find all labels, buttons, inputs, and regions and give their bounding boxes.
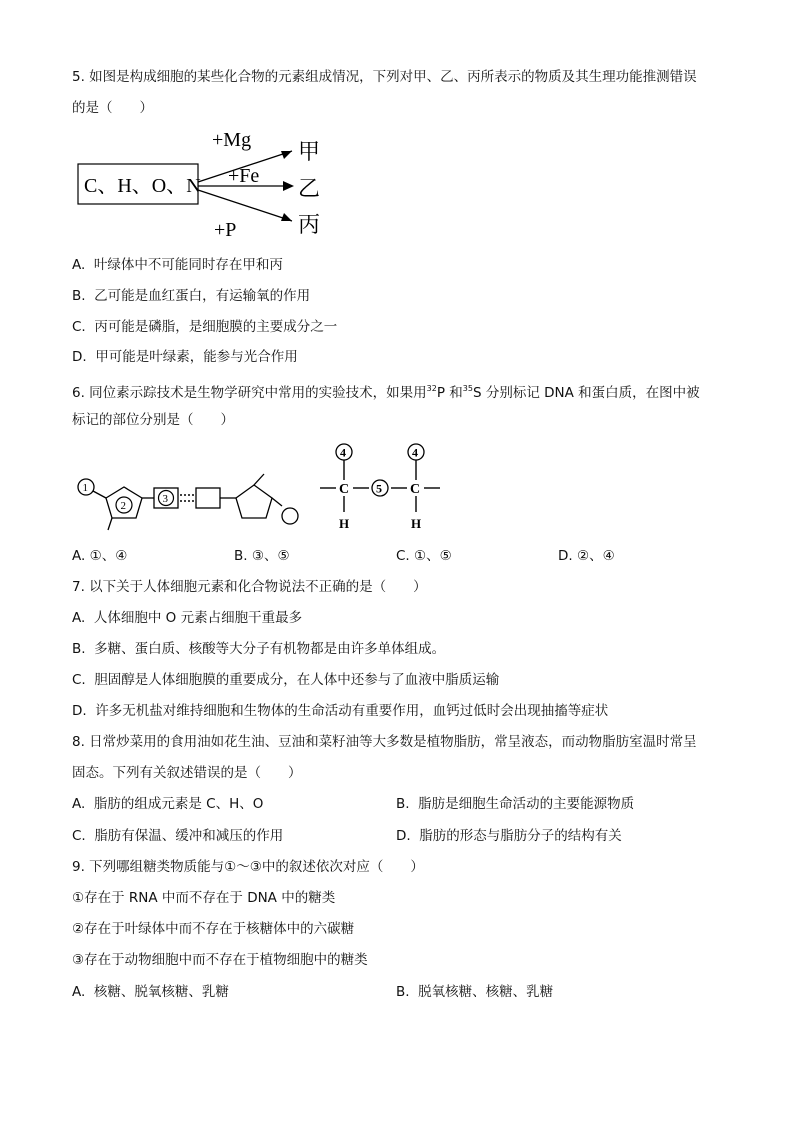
carbon-left: C: [339, 482, 350, 497]
option-letter: D.: [72, 349, 87, 365]
q9-option-a[interactable]: [72, 983, 229, 1001]
option-text: 许多无机盐对维持细胞和生物体的生命活动有重要作用，血钙过低时会出现抽搐等症状: [95, 703, 609, 719]
q6-option-b[interactable]: [234, 547, 290, 565]
option-letter: A.: [72, 610, 86, 626]
q6-stem-part-a: 6. 同位素示踪技术是生物学研究中常用的实验技术，如果用: [72, 385, 427, 401]
q9-item-2: ②存在于叶绿体中而不存在于核糖体中的六碳糖: [72, 921, 355, 937]
q5-option-b[interactable]: [72, 287, 310, 305]
option-letter: D.: [396, 828, 411, 844]
q6-option-d[interactable]: [558, 547, 615, 565]
marker-1-digit: 1: [82, 482, 88, 494]
option-text: 胆固醇是人体细胞膜的重要成分，在人体中还参与了血液中脂质运输: [94, 672, 500, 688]
q8-stem-line1: 8. 日常炒菜用的食用油如花生油、豆油和菜籽油等大多数是植物脂肪，常呈液态，而动物脂肪室温时常呈: [72, 734, 697, 750]
option-letter: B.: [72, 641, 86, 657]
pentose-sugar-complement: [236, 485, 272, 518]
option-letter: A.: [72, 796, 86, 812]
q8-option-c[interactable]: [72, 827, 283, 845]
q5-option-c[interactable]: [72, 318, 337, 336]
marker-4-right-digit: 4: [412, 445, 418, 460]
option-text: 叶绿体中不可能同时存在甲和丙: [93, 257, 283, 273]
marker-4-left-digit: 4: [340, 445, 346, 460]
q5-stem-line1: 5. 如图是构成细胞的某些化合物的元素组成情况，下列对甲、乙、丙所表示的物质及其生理功能推测错误: [72, 69, 697, 85]
label-p: +P: [214, 219, 237, 241]
option-text: ①、⑤: [414, 548, 452, 564]
q7-stem: 7. 以下关于人体细胞元素和化合物说法不正确的是（ ）: [72, 579, 427, 595]
marker-2-digit: 2: [120, 500, 126, 512]
option-text: 丙可能是磷脂，是细胞膜的主要成分之一: [94, 319, 338, 335]
option-letter: B.: [234, 548, 248, 564]
q7-option-c[interactable]: [72, 671, 499, 689]
option-letter: A.: [72, 257, 86, 273]
option-letter: A.: [72, 548, 86, 564]
label-yi: 乙: [298, 176, 321, 201]
q7-option-b[interactable]: [72, 640, 445, 658]
base-complement: [196, 488, 220, 508]
arrow-head-bing: [281, 213, 292, 221]
option-letter: A.: [72, 984, 86, 1000]
q9-option-b[interactable]: [396, 983, 553, 1001]
option-letter: D.: [72, 703, 87, 719]
q8-stem-line2: 固态。下列有关叙述错误的是（ ）: [72, 765, 302, 781]
option-text: ②、④: [576, 548, 615, 564]
option-letter: C.: [72, 672, 86, 688]
option-text: 乙可能是血红蛋白，有运输氧的作用: [94, 288, 311, 304]
arrow-to-bing: [198, 190, 292, 221]
option-text: 脂肪的组成元素是 C、H、O: [93, 796, 264, 812]
option-text: ①、④: [89, 548, 128, 564]
q6-stem-line1: [72, 380, 700, 402]
q7-option-d[interactable]: [72, 702, 608, 720]
option-text: 脱氧核糖、核糖、乳糖: [418, 984, 554, 1000]
option-letter: B.: [396, 984, 410, 1000]
q6-stem-mid: P 和: [436, 385, 463, 401]
option-letter: C.: [72, 319, 86, 335]
q7-option-a[interactable]: [72, 609, 302, 627]
label-mg: +Mg: [212, 129, 252, 151]
label-bing: 丙: [298, 212, 321, 237]
q6-sup-p: 32: [426, 384, 437, 393]
arrow-head-jia: [281, 151, 292, 159]
q6-peptide-figure: [316, 438, 452, 538]
option-text: 核糖、脱氧核糖、乳糖: [93, 984, 229, 1000]
option-text: 人体细胞中 O 元素占细胞干重最多: [93, 610, 303, 626]
label-fe: +Fe: [228, 165, 260, 187]
phosphate-circle-complement: [282, 508, 298, 524]
option-letter: D.: [558, 548, 573, 564]
option-text: 多糖、蛋白质、核酸等大分子有机物都是由许多单体组成。: [94, 641, 446, 657]
option-text: ③、⑤: [251, 548, 290, 564]
q8-option-d[interactable]: [396, 827, 622, 845]
q6-stem-line2: 标记的部位分别是（ ）: [72, 412, 234, 428]
q6-nucleotide-figure: [70, 460, 310, 536]
q5-option-d[interactable]: [72, 348, 298, 366]
element-box-label: C、H、O、N: [84, 175, 201, 197]
option-letter: C.: [72, 828, 86, 844]
label-jia: 甲: [298, 139, 321, 164]
option-letter: B.: [396, 796, 410, 812]
marker-3-digit: 3: [162, 493, 168, 505]
carbon-right: C: [410, 482, 421, 497]
q5-option-a[interactable]: [72, 256, 283, 274]
q9-item-1: ①存在于 RNA 中而不存在于 DNA 中的糖类: [72, 890, 336, 906]
q6-option-c[interactable]: [396, 547, 452, 565]
q9-stem: 9. 下列哪组糖类物质能与①～③中的叙述依次对应（ ）: [72, 859, 424, 875]
option-letter: B.: [72, 288, 86, 304]
marker-5-digit: 5: [376, 481, 382, 496]
q8-option-b[interactable]: [396, 795, 634, 813]
arrow-head-yi: [283, 181, 294, 191]
q9-item-3: ③存在于动物细胞中而不存在于植物细胞中的糖类: [72, 952, 368, 968]
q6-option-a[interactable]: [72, 547, 127, 565]
option-text: 脂肪有保温、缓冲和减压的作用: [94, 828, 284, 844]
q6-stem-part-b: S 分别标记 DNA 和蛋白质，在图中被: [472, 385, 700, 401]
option-text: 脂肪的形态与脂肪分子的结构有关: [419, 828, 622, 844]
option-letter: C.: [396, 548, 410, 564]
q5-element-diagram: [70, 124, 340, 244]
hydrogen-right: H: [411, 516, 422, 531]
q5-stem-line2: 的是（ ）: [72, 100, 153, 116]
hydrogen-left: H: [339, 516, 350, 531]
q8-option-a[interactable]: [72, 795, 263, 813]
option-text: 甲可能是叶绿素，能参与光合作用: [95, 349, 298, 365]
option-text: 脂肪是细胞生命活动的主要能源物质: [418, 796, 635, 812]
q6-sup-s: 35: [462, 384, 473, 393]
